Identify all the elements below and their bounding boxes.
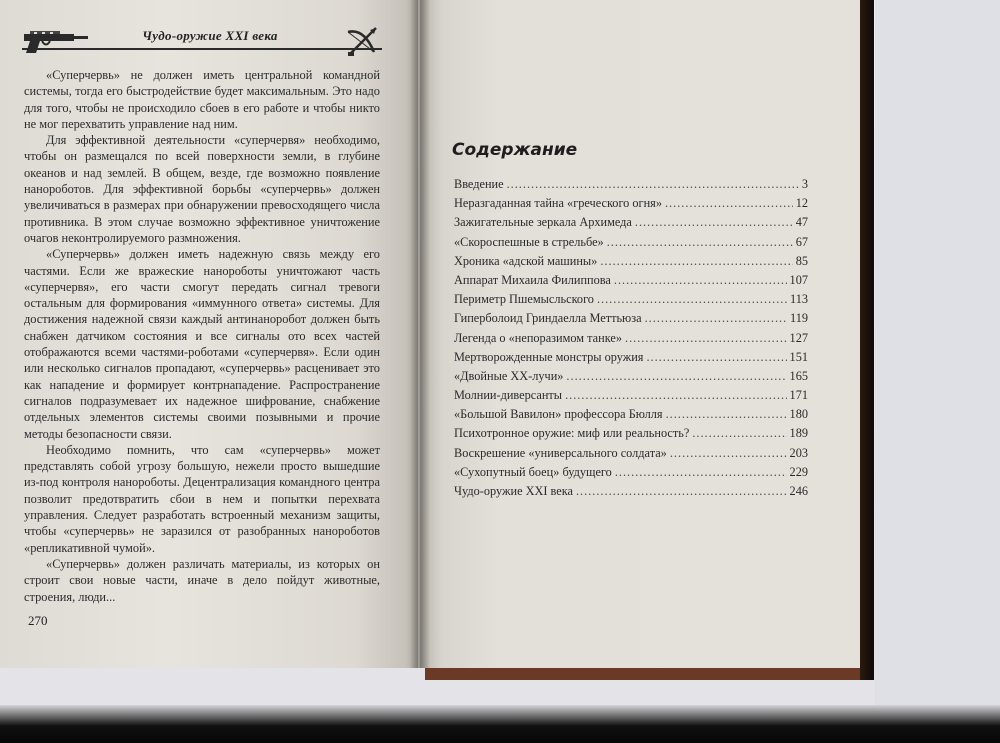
toc-entry-title: «Большой Вавилон» профессора Бюлля	[454, 407, 663, 422]
toc-entry-title: Гиперболоид Гриндаелла Меттьюза	[454, 311, 642, 326]
toc-leader-dots	[615, 465, 787, 480]
toc-entry	[454, 350, 808, 369]
paragraph: Необходимо помнить, что сам «суперчервь» может представлять собой угрозу большую, нежели просто вышедшие из-под контроля нанороботы. Децентрализация командного центра позволит предотвратить сбои в нем и попытки перехвата управления. Следует разработать встроенный механизм защиты, чтобы «суперчервь» не заразился от разобранных нанороботов «репликативной чумой».	[24, 442, 380, 555]
toc-entry-page: 3	[801, 177, 808, 191]
toc-leader-dots	[576, 484, 787, 499]
crossbow-icon	[344, 24, 380, 58]
toc-entry-title: Аппарат Михаила Филиппова	[454, 272, 611, 287]
toc-entry-title: Введение	[454, 177, 504, 191]
toc-entry	[454, 484, 808, 503]
toc-entry-page: 189	[789, 426, 808, 441]
toc-entry	[454, 177, 808, 196]
toc-entry-title: «Двойные XX-лучи»	[454, 368, 564, 383]
toc-entry	[454, 254, 808, 273]
header-rule	[22, 48, 382, 50]
paragraph: «Суперчервь» должен иметь надежную связь между его частями. Если же вражеские нанороботы уничтожают часть «суперчервя», его части смогут передать сигнал тревоги остальным для формирования «иммунного ответа» системы. Для достижения надежной связи каждый антинаноробот должен быть снабжен датчиком состояния и все сигналы ото всех частей отображаются всеми частями-роботами «суперчервя». Если один или несколько сигналов пропадают, «суперчервь» расценивает это как нападение и формирует контрнападение. Распространение сигналов подразумевает их надежное шифрование, снабжение отдельных элементов системы своими позывными и прочие методы безопасности связи.	[24, 247, 380, 441]
toc-entry-page: 113	[790, 292, 808, 307]
page-number: 270	[28, 613, 48, 628]
toc-leader-dots	[635, 215, 793, 230]
paragraph: Для эффективной деятельности «суперчервя» необходимо, чтобы он размещался по всей поверхности земли, в глубине океанов и над землей. В общем, везде, где возможно появление нанороботов. Для эффективной борьбы «суперчервь» должен увеличиваться в размерах при обнаружении превосходящего числа противника. В этом случае возможно эффективное уничтожение очагов неконтролируемого размножения.	[24, 133, 380, 245]
toc-entry	[454, 426, 808, 445]
toc-title: Содержание	[452, 140, 578, 160]
book-gutter	[410, 0, 430, 668]
toc-entry-page: 12	[795, 196, 808, 211]
toc-entry-title: Мертворожденные монстры оружия	[454, 349, 644, 364]
running-header: Чудо-оружие XXI века	[142, 28, 278, 43]
toc-entry-page: 246	[789, 484, 808, 498]
toc-leader-dots	[565, 388, 786, 403]
toc-entry-title: Воскрешение «универсального солдата»	[454, 445, 667, 460]
toc-entry-title: Периметр Пшемысльского	[454, 292, 594, 307]
toc-leader-dots	[614, 273, 787, 288]
toc-leader-dots	[600, 254, 792, 269]
table-of-contents	[454, 177, 808, 503]
toc-entry	[454, 215, 808, 234]
left-page	[0, 0, 418, 668]
toc-entry-page: 47	[795, 215, 808, 230]
toc-entry-page: 67	[795, 234, 808, 249]
toc-entry	[454, 388, 808, 407]
scanner-surface	[875, 0, 1000, 743]
toc-entry-page: 165	[789, 368, 808, 383]
paragraph: «Суперчервь» должен различать материалы, из которых он строит свои новые части, иначе в дело пойдут животные, строения, люди...	[24, 556, 380, 604]
toc-entry-page: 119	[790, 311, 808, 326]
toc-entry-page: 85	[795, 253, 808, 268]
toc-entry-page: 203	[789, 445, 808, 460]
toc-leader-dots	[645, 311, 787, 326]
toc-entry	[454, 369, 808, 388]
toc-entry	[454, 292, 808, 311]
cover-edge	[860, 0, 874, 680]
toc-leader-dots	[646, 350, 786, 365]
toc-leader-dots	[597, 292, 787, 307]
toc-leader-dots	[566, 369, 786, 384]
toc-entry-page: 107	[789, 272, 808, 287]
left-page-body	[24, 67, 380, 605]
scanner-shadow	[0, 705, 1000, 743]
toc-entry	[454, 196, 808, 215]
toc-leader-dots	[507, 177, 799, 192]
toc-leader-dots	[607, 235, 793, 250]
toc-leader-dots	[665, 196, 793, 211]
toc-entry-title: Хроника «адской машины»	[454, 253, 598, 268]
toc-leader-dots	[670, 446, 787, 461]
toc-entry	[454, 331, 808, 350]
toc-entry	[454, 311, 808, 330]
paragraph: «Суперчервь» не должен иметь центральной командной системы, тогда его быстродействие будет максимальным. Это надо для того, чтобы не происходило сбоев в его работе и чтобы никто не мог перехватить управление над ним.	[24, 68, 380, 131]
toc-entry-title: «Скороспешные в стрельбе»	[454, 234, 604, 249]
toc-entry-title: Неразгаданная тайна «греческого огня»	[454, 196, 662, 211]
ray-gun-icon	[20, 28, 92, 54]
toc-leader-dots	[625, 331, 787, 346]
toc-entry	[454, 273, 808, 292]
toc-entry-title: Легенда о «непоразимом танке»	[454, 330, 622, 345]
toc-entry-page: 229	[789, 464, 808, 479]
toc-leader-dots	[692, 426, 786, 441]
toc-entry-page: 127	[789, 330, 808, 345]
toc-entry	[454, 465, 808, 484]
toc-entry-page: 151	[789, 349, 808, 364]
toc-entry	[454, 235, 808, 254]
toc-entry-page: 171	[789, 388, 808, 403]
toc-entry	[454, 446, 808, 465]
toc-entry-title: Зажигательные зеркала Архимеда	[454, 215, 632, 230]
toc-entry-title: Психотронное оружие: миф или реальность?	[454, 426, 690, 441]
toc-entry	[454, 407, 808, 426]
toc-entry-title: Молнии-диверсанты	[454, 388, 563, 403]
toc-leader-dots	[666, 407, 787, 422]
toc-entry-title: Чудо-оружие XXI века	[454, 484, 573, 498]
toc-entry-title: «Сухопутный боец» будущего	[454, 464, 612, 479]
toc-entry-page: 180	[789, 407, 808, 422]
